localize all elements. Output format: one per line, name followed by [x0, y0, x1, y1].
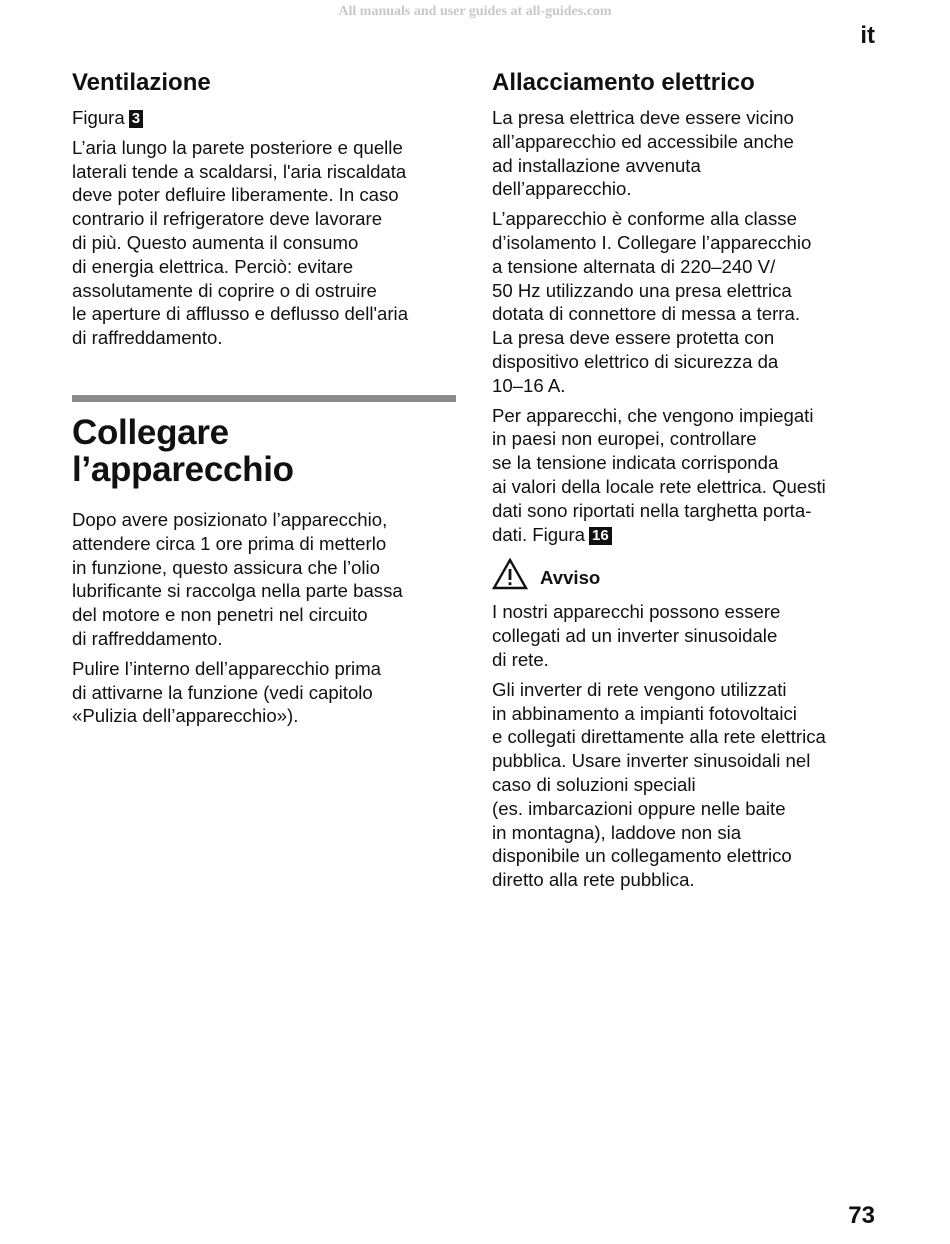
connect-section [72, 414, 456, 728]
electrical-paragraph-3 [492, 404, 882, 547]
electrical-heading: Allacciamento elettrico [492, 69, 755, 96]
warning-title: Avviso [540, 567, 601, 589]
language-code: it [860, 22, 875, 49]
warning-triangle-icon [492, 558, 528, 590]
ventilation-figure-line [72, 106, 456, 130]
ventilation-heading: Ventilazione [72, 69, 211, 96]
figure-label: Figura [72, 107, 125, 128]
section-divider [72, 395, 456, 402]
warning-paragraph-1: I nostri apparecchi possono essere collegati ad un inverter sinusoidale di rete. [492, 601, 781, 670]
warning-paragraph-2: Gli inverter di rete vengono utilizzati in abbinamento a impianti fotovoltaici e collegati direttamente alla rete elettrica pubblica. Usare inverter sinusoidali nel caso di soluzioni speciali (es. imbarcazioni oppure nelle baite in montagna), laddove non sia disponibile un collegamento elettrico diretto alla rete pubblica. [492, 678, 826, 891]
electrical-section [492, 68, 882, 546]
figure-ref-badge: 16 [589, 527, 612, 545]
connect-heading-line1: Collegare [72, 412, 229, 452]
connect-heading [72, 414, 456, 488]
figure-ref-badge: 3 [129, 110, 143, 128]
ventilation-body: L’aria lungo la parete posteriore e quelle laterali tende a scaldarsi, l'aria riscaldata deve poter defluire liberamente. In caso contrario il refrigeratore deve lavorare di più. Questo aumenta il consumo di energia elettrica. Perciò: evitare assolutamente di coprire o di ostruire le aperture di afflusso e deflusso dell'aria di raffreddamento. [72, 136, 409, 349]
electrical-paragraph-2: L’apparecchio è conforme alla classe d’isolamento I. Collegare l’apparecchio a tensione alternata di 220–240 V/ 50 Hz utilizzando una presa elettrica dotata di connettore di messa a terra. La presa deve essere protetta con dispositivo elettrico di sicurezza da 10–16 A. [492, 208, 812, 396]
connect-paragraph-2: Pulire l’interno dell’apparecchio prima di attivarne la funzione (vedi capitolo «Pulizia dell’apparecchio»). [72, 657, 382, 727]
ventilation-section [72, 68, 456, 350]
connect-heading-line2: l’apparecchio [72, 449, 294, 489]
electrical-paragraph-3-text: Per apparecchi, che vengono impiegati in paesi non europei, controllare se la tensione indicata corrisponda ai valori della locale rete elettrica. Questi dati sono riportati nella targhetta porta- dati. Figura [492, 404, 826, 545]
warning-header [492, 558, 882, 590]
watermark: All manuals and user guides at all-guides.com [338, 4, 612, 19]
left-column [72, 68, 456, 734]
electrical-paragraph-1: La presa elettrica deve essere vicino all’apparecchio ed accessibile anche ad installazione avvenuta dell’apparecchio. [492, 107, 794, 200]
page-number: 73 [848, 1202, 875, 1229]
warning-section [492, 558, 882, 892]
connect-paragraph-1: Dopo avere posizionato l’apparecchio, attendere circa 1 ore prima di metterlo in funzione, questo assicura che l’olio lubrificante si raccolga nella parte bassa del motore e non penetri nel circuito di raffreddamento. [72, 508, 403, 649]
right-column [492, 68, 882, 898]
